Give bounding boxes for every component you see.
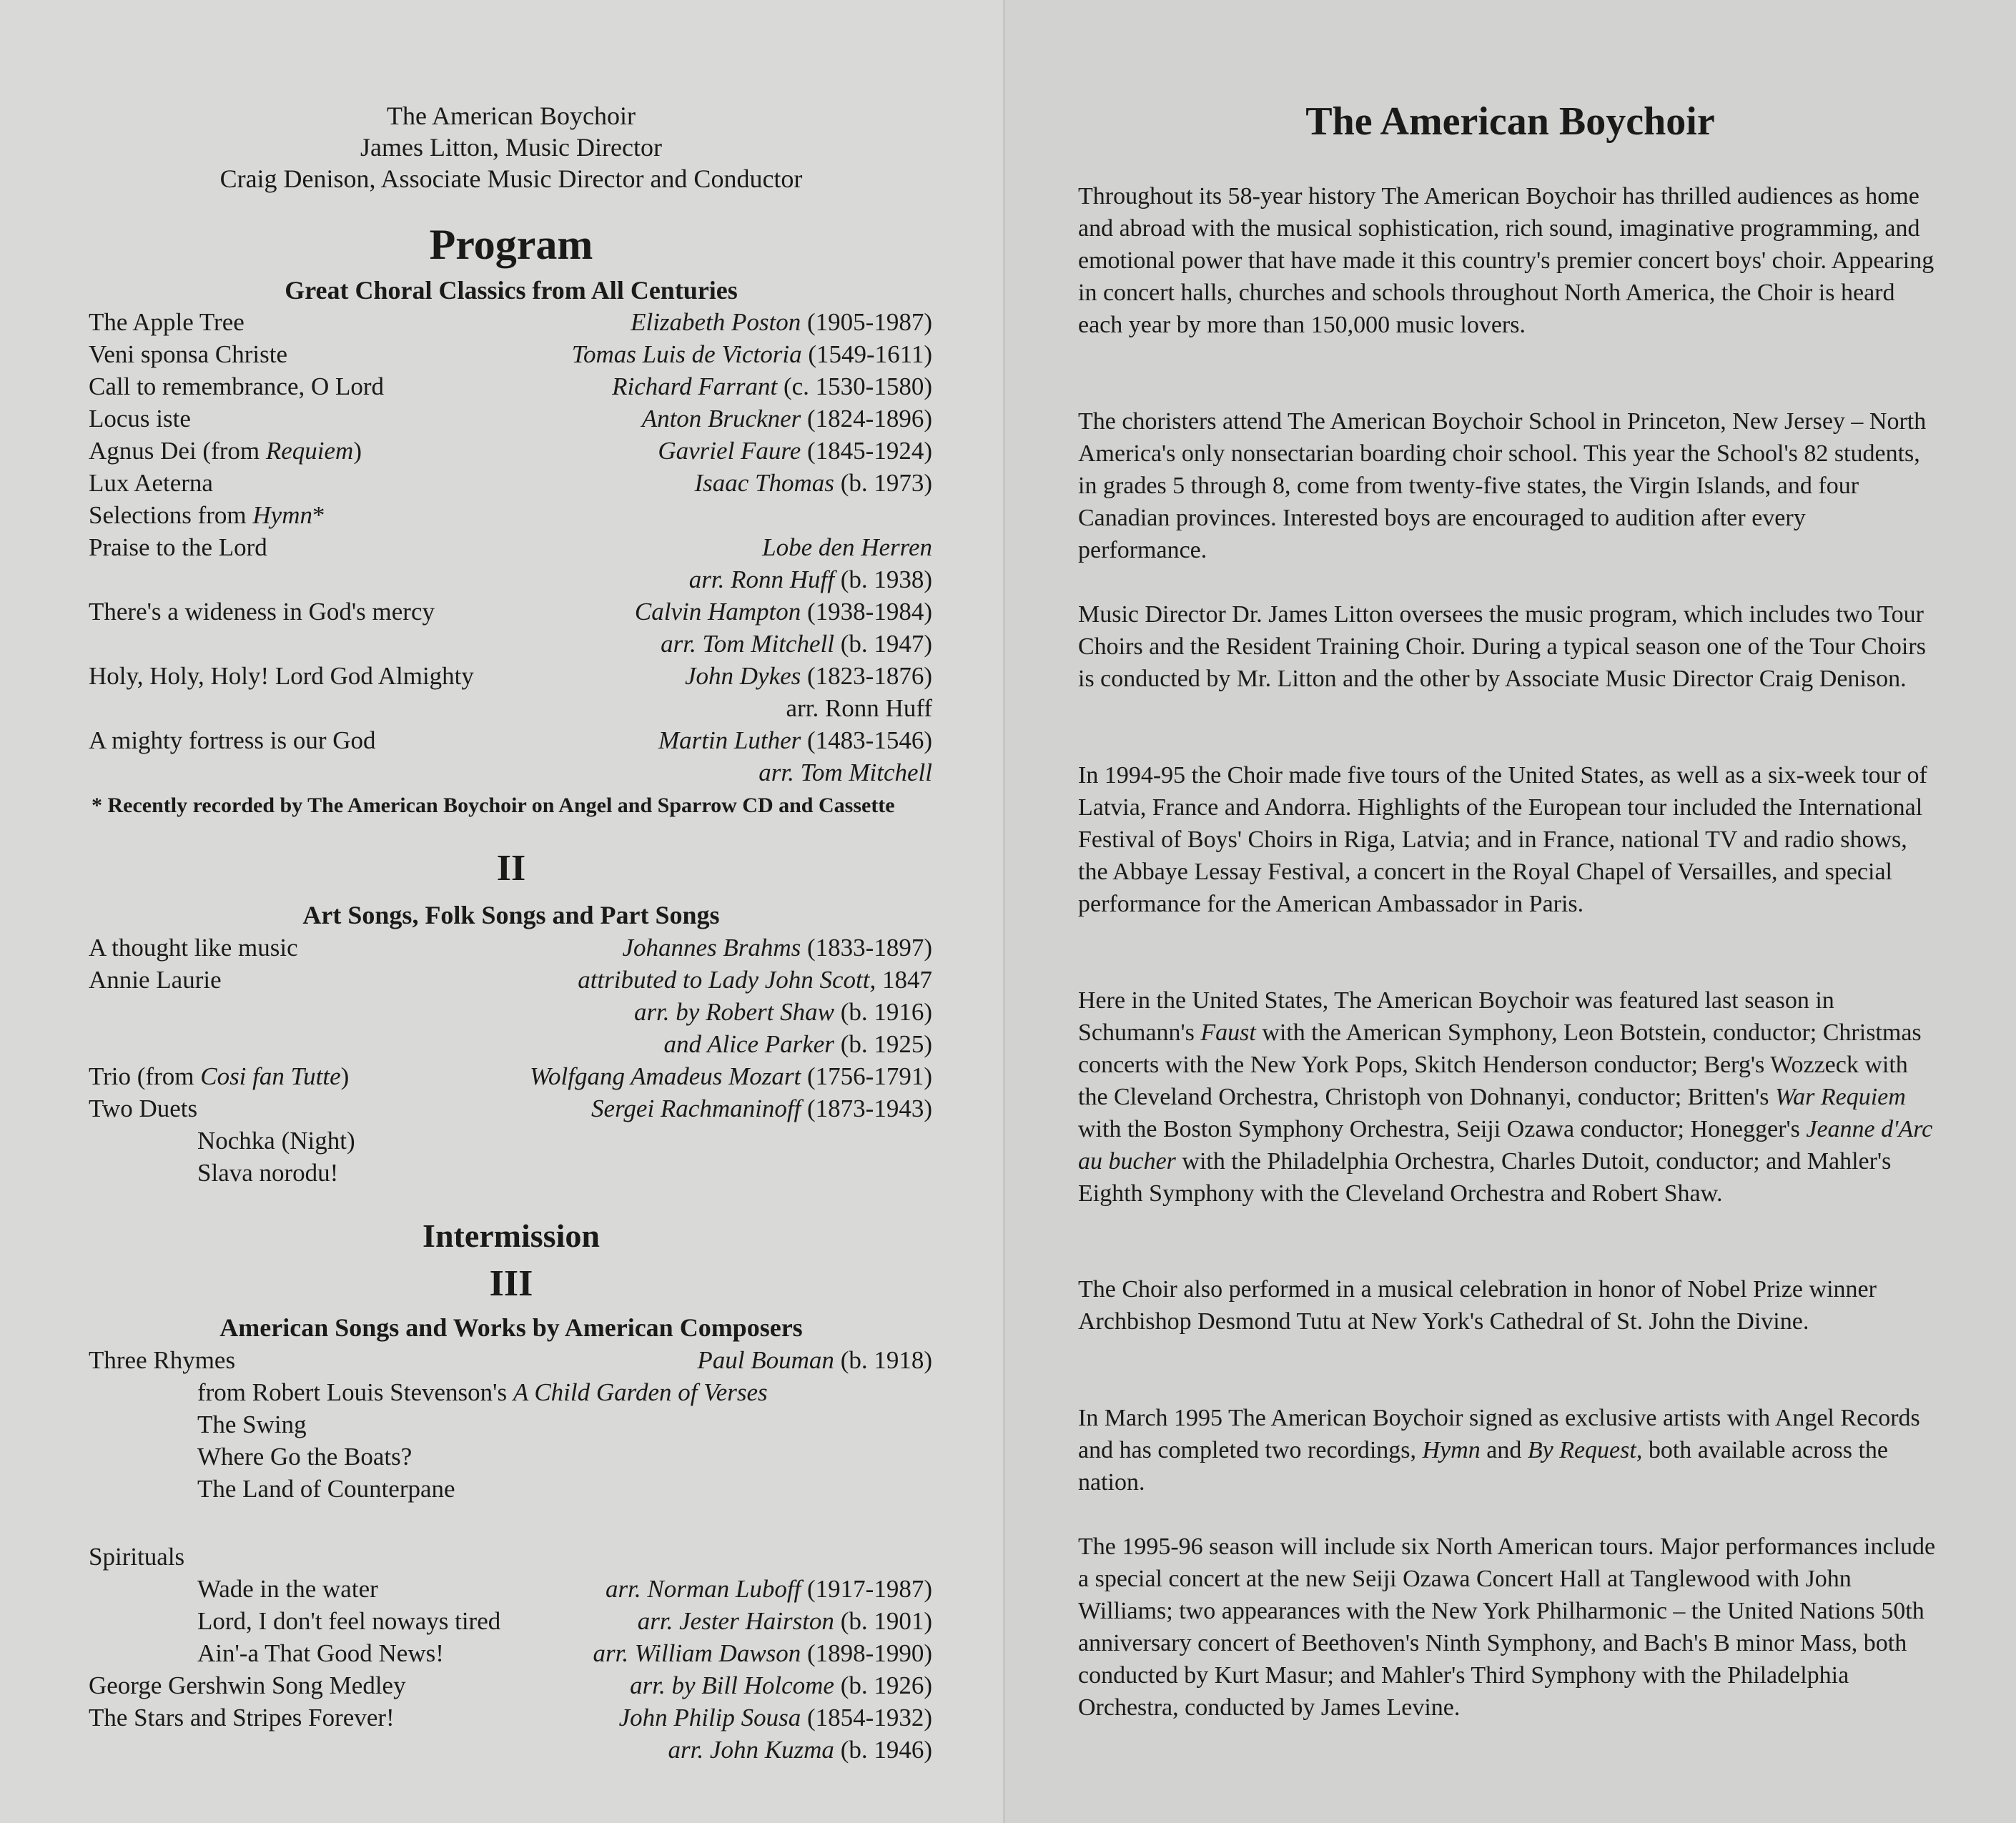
sub-piece	[89, 1125, 932, 1157]
program-item	[89, 1701, 932, 1734]
sub-piece-title: Wade in the water	[197, 1575, 378, 1603]
program-item	[89, 724, 932, 756]
arranger-line	[89, 628, 932, 660]
program-item	[89, 1541, 932, 1573]
piece-title: There's a wideness in God's mercy	[89, 598, 435, 626]
program-item	[89, 660, 932, 692]
program-item	[89, 306, 932, 338]
sub-piece-title: Where Go the Boats?	[197, 1443, 412, 1471]
program-title: Program	[429, 221, 593, 268]
arranger: and Alice Parker (b. 1925)	[663, 1030, 932, 1058]
piece-title: Praise to the Lord	[89, 533, 267, 561]
header-music-director: James Litton, Music Director	[360, 133, 662, 162]
part3-heading: American Songs and Works by American Composers	[219, 1313, 803, 1342]
piece-title: Selections from Hymn*	[89, 501, 325, 529]
composer: Anton Bruckner (1824-1896)	[641, 405, 932, 433]
piece-title: George Gershwin Song Medley	[89, 1671, 406, 1699]
part3-numeral: III	[489, 1263, 533, 1304]
header-associate-director: Craig Denison, Associate Music Director and Conductor	[219, 164, 803, 193]
composer: John Dykes (1823-1876)	[684, 662, 932, 690]
arranger-line	[89, 996, 932, 1028]
composer: Elizabeth Poston (1905-1987)	[631, 308, 932, 336]
piece-title: Locus iste	[89, 405, 191, 433]
arranger: arr. Norman Luboff (1917-1987)	[606, 1575, 932, 1603]
arranger-line	[89, 692, 932, 724]
source-text: from Robert Louis Stevenson's A Child Garden of Verses	[197, 1378, 768, 1406]
arranger: arr. by Bill Holcome (b. 1926)	[630, 1671, 932, 1699]
arranger: arr. John Kuzma (b. 1946)	[668, 1736, 932, 1764]
program-item	[89, 402, 932, 435]
sub-piece-title: Lord, I don't feel noways tired	[197, 1607, 501, 1635]
composer: Martin Luther (1483-1546)	[658, 726, 932, 754]
about-paragraph-recordings: In March 1995 The American Boychoir signed as exclusive artists with Angel Records and has completed two recordings, Hymn and By Request, both available across the nation.	[1078, 1405, 1920, 1496]
header-choir-name: The American Boychoir	[387, 102, 636, 130]
arranger: arr. by Robert Shaw (b. 1916)	[633, 998, 932, 1026]
sub-piece	[89, 1408, 932, 1441]
program-item	[89, 1344, 932, 1376]
piece-title: A mighty fortress is our God	[89, 726, 376, 754]
composer: Johannes Brahms (1833-1897)	[622, 934, 932, 962]
sub-piece-title: Ain'-a That Good News!	[197, 1639, 444, 1667]
piece-title: Three Rhymes	[89, 1346, 236, 1374]
composer: Isaac Thomas (b. 1973)	[694, 469, 932, 497]
program-item	[89, 932, 932, 964]
arranger-line	[89, 1734, 932, 1766]
program-item	[89, 1060, 932, 1092]
composer: Richard Farrant (c. 1530-1580)	[612, 372, 932, 400]
about-title: The American Boychoir	[1305, 99, 1715, 144]
about-paragraph-tutu: The Choir also performed in a musical celebration in honor of Nobel Prize winner Archbishop Desmond Tutu at New York's Cathedral of St. John the Divine.	[1078, 1276, 1877, 1335]
sub-piece	[89, 1573, 932, 1605]
source-line	[89, 1376, 932, 1408]
arranger-line	[89, 756, 932, 789]
program-item	[89, 596, 932, 628]
composer: John Philip Sousa (1854-1932)	[618, 1704, 932, 1731]
program-item	[89, 1669, 932, 1701]
sub-piece	[89, 1637, 932, 1669]
sub-piece-title: Slava norodu!	[197, 1159, 339, 1187]
sub-piece-title: Nochka (Night)	[197, 1127, 355, 1155]
intermission-heading: Intermission	[423, 1217, 600, 1254]
piece-title: Trio (from Cosi fan Tutte)	[89, 1062, 350, 1090]
composer: Calvin Hampton (1938-1984)	[634, 598, 932, 626]
arranger: arr. Ronn Huff	[786, 694, 932, 722]
piece-title: Holy, Holy, Holy! Lord God Almighty	[89, 662, 474, 690]
piece-title: Two Duets	[89, 1095, 198, 1122]
about-paragraph-school: The choristers attend The American Boychoir School in Princeton, New Jersey – North America's only nonsectarian boarding choir school. This year the School's 82 students, in grades 5 through 8, come from twenty-five states, the Virgin Islands, and four Canadian provinces. Interested boys are encouraged to audition after every performance.	[1078, 408, 1927, 563]
part2-numeral: II	[496, 848, 526, 889]
arranger-line	[89, 563, 932, 596]
arranger: arr. Ronn Huff (b. 1938)	[688, 565, 932, 593]
piece-title: Call to remembrance, O Lord	[89, 372, 385, 400]
sub-piece	[89, 1157, 932, 1189]
sub-piece-title: The Swing	[197, 1411, 307, 1438]
sub-piece-title: The Land of Counterpane	[197, 1475, 455, 1503]
program-item	[89, 435, 932, 467]
part2-heading: Art Songs, Folk Songs and Part Songs	[302, 901, 720, 929]
arranger: arr. Jester Hairston (b. 1901)	[637, 1607, 932, 1635]
program-item	[89, 370, 932, 402]
arranger: arr. Tom Mitchell	[759, 759, 932, 786]
composer: Wolfgang Amadeus Mozart (1756-1791)	[530, 1062, 932, 1090]
about-paragraph-director: Music Director Dr. James Litton oversees the music program, which includes two Tour Choirs and the Resident Training Choir. During a typical season one of the Tour Choirs is conducted by Mr. Litton and the other by Associate Music Director Craig Denison.	[1078, 601, 1926, 692]
part1-heading: Great Choral Classics from All Centuries	[285, 276, 738, 305]
composer: Gavriel Faure (1845-1924)	[658, 437, 932, 465]
piece-title: Spirituals	[89, 1543, 185, 1571]
composer: Paul Bouman (b. 1918)	[697, 1346, 932, 1374]
program-item	[89, 499, 932, 531]
about-paragraph-us-performances: Here in the United States, The American Boychoir was featured last season in Schumann's Faust with the American Symphony, Leon Botstein, conductor; Christmas concerts with the New York Pops, Skitch Henderson conductor; Berg's Wozzeck with the Cleveland Orchestra, Christoph von Dohnanyi, conductor; Britten's War Requiem with the Boston Symphony Orchestra, Seiji Ozawa conductor; Honegger's Jeanne d'Arc au bucher with the Philadelphia Orchestra, Charles Dutoit, conductor; and Mahler's Eighth Symphony with the Cleveland Orchestra and Robert Shaw.	[1078, 987, 1933, 1207]
arranger: arr. Tom Mitchell (b. 1947)	[661, 630, 932, 658]
program-item	[89, 338, 932, 370]
piece-title: A thought like music	[89, 934, 298, 962]
sub-piece	[89, 1605, 932, 1637]
piece-title: Veni sponsa Christe	[89, 340, 288, 368]
composer: Tomas Luis de Victoria (1549-1611)	[571, 340, 932, 368]
piece-title: Lux Aeterna	[89, 469, 213, 497]
program-item	[89, 964, 932, 996]
sub-piece	[89, 1441, 932, 1473]
piece-title: Agnus Dei (from Requiem)	[89, 437, 362, 465]
piece-title: The Apple Tree	[89, 308, 244, 336]
about-paragraph-tours: In 1994-95 the Choir made five tours of the United States, as well as a six-week tour of Latvia, France and Andorra. Highlights of the European tour included the International Festival of Boys' Choirs in Riga, Latvia; and in France, national TV and radio shows, the Abbaye Lessay Festival, a concert in the Royal Chapel of Versailles, and special performance for the American Ambassador in Paris.	[1078, 762, 1927, 917]
recording-footnote: * Recently recorded by The American Boychoir on Angel and Sparrow CD and Cassette	[92, 794, 895, 817]
arranger: arr. William Dawson (1898-1990)	[593, 1639, 932, 1667]
composer: Sergei Rachmaninoff (1873-1943)	[591, 1095, 932, 1122]
program-item	[89, 1092, 932, 1125]
about-paragraph-history: Throughout its 58-year history The American Boychoir has thrilled audiences as home and abroad with the musical sophistication, rich sound, imaginative programming, and emotional power that have made it this country's premier concert boys' choir. Appearing in concert halls, churches and schools throughout North America, the Choir is heard each year by more than 150,000 music lovers.	[1078, 183, 1935, 338]
program-item	[89, 531, 932, 563]
arranger-line	[89, 1028, 932, 1060]
composer: attributed to Lady John Scott, 1847	[578, 966, 932, 994]
piece-title: Annie Laurie	[89, 966, 222, 994]
program-item	[89, 467, 932, 499]
about-paragraph-season: The 1995-96 season will include six North American tours. Major performances include a special concert at the new Seiji Ozawa Concert Hall at Tanglewood with John Williams; two appearances with the New York Philharmonic – the United Nations 50th anniversary concert of Beethoven's Ninth Symphony, and Bach's B minor Mass, both conducted by Kurt Masur; and Mahler's Third Symphony with the Philadelphia Orchestra, conducted by James Levine.	[1078, 1533, 1936, 1721]
sub-piece	[89, 1473, 932, 1505]
piece-title: The Stars and Stripes Forever!	[89, 1704, 395, 1731]
composer: Lobe den Herren	[762, 533, 932, 561]
